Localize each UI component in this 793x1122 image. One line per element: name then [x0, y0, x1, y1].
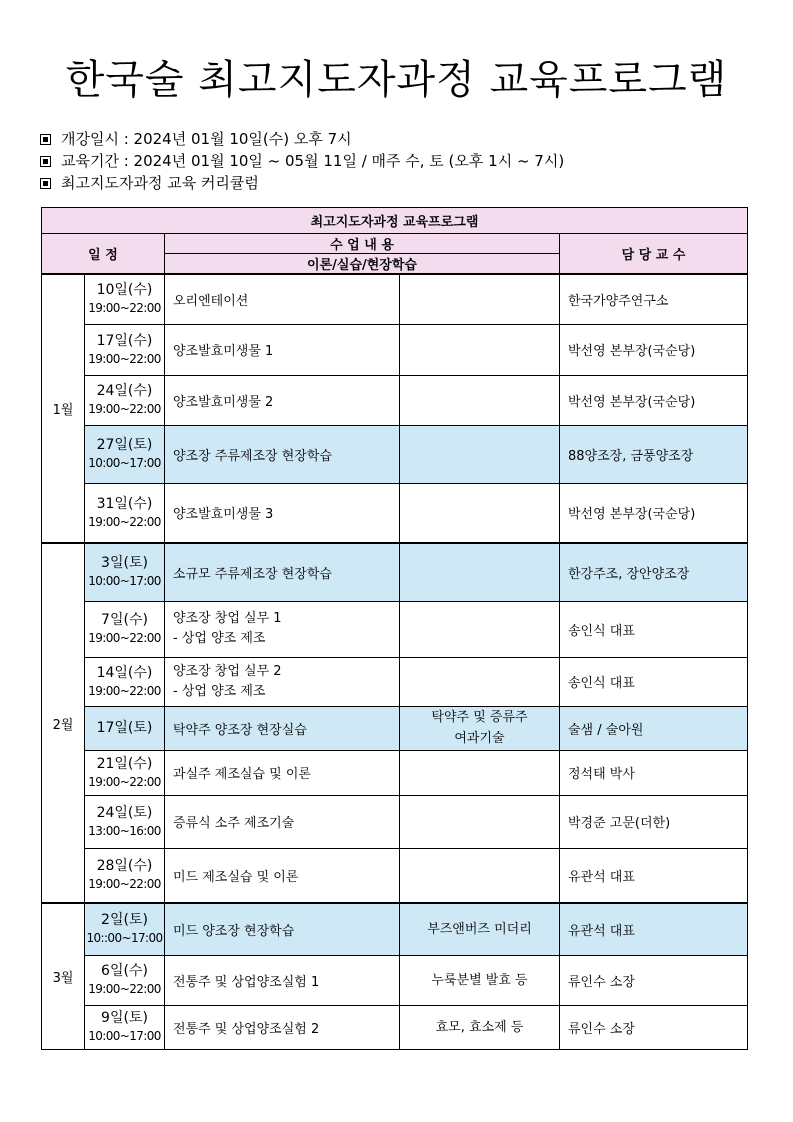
- note-cell: [400, 274, 560, 324]
- date-cell: 6일(수) 19:00~22:00: [85, 955, 165, 1005]
- header-schedule: 일 정: [42, 234, 165, 275]
- date-cell: 27일(토) 10:00~17:00: [85, 425, 165, 483]
- professor-cell: 유관석 대표: [560, 848, 748, 903]
- header-content: 수 업 내 용: [165, 234, 560, 254]
- table-row: [42, 543, 748, 601]
- table-row: [42, 601, 748, 657]
- professor-cell: 88양조장, 금풍양조장: [560, 425, 748, 483]
- info-line-curriculum: 최고지도자과정 교육 커리큘럼: [40, 172, 564, 194]
- info-line-opening: 개강일시 : 2024년 01월 10일(수) 오후 7시: [40, 128, 564, 150]
- month-cell: 3월: [42, 903, 85, 1049]
- date-cell: 3일(토) 10:00~17:00: [85, 543, 165, 601]
- content-cell: 오리엔테이션: [165, 274, 400, 324]
- date-cell: 31일(수) 19:00~22:00: [85, 483, 165, 543]
- note-cell: 탁약주 및 증류주 여과기술: [400, 706, 560, 750]
- header-professor: 담 당 교 수: [560, 234, 748, 275]
- table-row: [42, 425, 748, 483]
- content-cell: 양조장 주류제조장 현장학습: [165, 425, 400, 483]
- note-cell: 누룩분별 발효 등: [400, 955, 560, 1005]
- table-row: [42, 375, 748, 425]
- date-cell: 2일(토) 10::00~17:00: [85, 903, 165, 955]
- table-row: [42, 274, 748, 324]
- date-cell: 28일(수) 19:00~22:00: [85, 848, 165, 903]
- content-cell: 양조발효미생물 2: [165, 375, 400, 425]
- professor-cell: 한국가양주연구소: [560, 274, 748, 324]
- note-cell: [400, 425, 560, 483]
- date-cell: 24일(토) 13:00~16:00: [85, 795, 165, 848]
- table-row: [42, 848, 748, 903]
- professor-cell: 송인식 대표: [560, 601, 748, 657]
- info-line-period: 교육기간 : 2024년 01월 10일 ~ 05월 11일 / 매주 수, 토 (오후 1시 ~ 7시): [40, 150, 564, 172]
- table-row: [42, 955, 748, 1005]
- note-cell: [400, 750, 560, 795]
- content-cell: 전통주 및 상업양조실험 1: [165, 955, 400, 1005]
- content-cell: 증류식 소주 제조기술: [165, 795, 400, 848]
- table-row: [42, 706, 748, 750]
- content-cell: 탁약주 양조장 현장실습: [165, 706, 400, 750]
- date-cell: 9일(토) 10:00~17:00: [85, 1005, 165, 1049]
- professor-cell: 송인식 대표: [560, 657, 748, 706]
- note-cell: [400, 848, 560, 903]
- professor-cell: 술샘 / 술아원: [560, 706, 748, 750]
- note-cell: [400, 375, 560, 425]
- note-cell: [400, 483, 560, 543]
- content-cell: 양조발효미생물 1: [165, 324, 400, 375]
- header-content-sub: 이론/실습/현장학습: [165, 254, 560, 275]
- content-cell: 과실주 제조실습 및 이론: [165, 750, 400, 795]
- content-cell: 전통주 및 상업양조실험 2: [165, 1005, 400, 1049]
- month-cell: 1월: [42, 274, 85, 543]
- content-cell: 양조장 창업 실무 2 - 상업 양조 제조: [165, 657, 400, 706]
- professor-cell: 류인수 소장: [560, 1005, 748, 1049]
- date-cell: 24일(수) 19:00~22:00: [85, 375, 165, 425]
- professor-cell: 박경준 고문(더한): [560, 795, 748, 848]
- note-cell: [400, 601, 560, 657]
- content-cell: 미드 양조장 현장학습: [165, 903, 400, 955]
- table-row: [42, 324, 748, 375]
- date-cell: 10일(수) 19:00~22:00: [85, 274, 165, 324]
- professor-cell: 정석태 박사: [560, 750, 748, 795]
- professor-cell: 박선영 본부장(국순당): [560, 375, 748, 425]
- square-bullet-icon: [40, 178, 51, 189]
- date-cell: 17일(수) 19:00~22:00: [85, 324, 165, 375]
- professor-cell: 유관석 대표: [560, 903, 748, 955]
- note-cell: [400, 795, 560, 848]
- note-cell: 효모, 효소제 등: [400, 1005, 560, 1049]
- date-cell: 7일(수) 19:00~22:00: [85, 601, 165, 657]
- date-cell: 21일(수) 19:00~22:00: [85, 750, 165, 795]
- content-cell: 양조발효미생물 3: [165, 483, 400, 543]
- table-caption: 최고지도자과정 교육프로그램: [42, 208, 748, 234]
- professor-cell: 한강주조, 장안양조장: [560, 543, 748, 601]
- professor-cell: 박선영 본부장(국순당): [560, 324, 748, 375]
- note-cell: [400, 324, 560, 375]
- content-cell: 소규모 주류제조장 현장학습: [165, 543, 400, 601]
- professor-cell: 류인수 소장: [560, 955, 748, 1005]
- note-cell: 부즈앤버즈 미더리: [400, 903, 560, 955]
- table-row: [42, 483, 748, 543]
- date-cell: 14일(수) 19:00~22:00: [85, 657, 165, 706]
- professor-cell: 박선영 본부장(국순당): [560, 483, 748, 543]
- table-row: [42, 1005, 748, 1049]
- table-row: [42, 750, 748, 795]
- info-block: [40, 128, 564, 194]
- note-cell: [400, 657, 560, 706]
- content-cell: 양조장 창업 실무 1 - 상업 양조 제조: [165, 601, 400, 657]
- page-title: 한국술 최고지도자과정 교육프로그램: [65, 57, 728, 103]
- square-bullet-icon: [40, 156, 51, 167]
- schedule-table: [41, 207, 748, 1050]
- table-row: [42, 795, 748, 848]
- date-cell: 17일(토): [85, 706, 165, 750]
- square-bullet-icon: [40, 134, 51, 145]
- note-cell: [400, 543, 560, 601]
- content-cell: 미드 제조실습 및 이론: [165, 848, 400, 903]
- table-row: [42, 903, 748, 955]
- table-row: [42, 657, 748, 706]
- month-cell: 2월: [42, 543, 85, 903]
